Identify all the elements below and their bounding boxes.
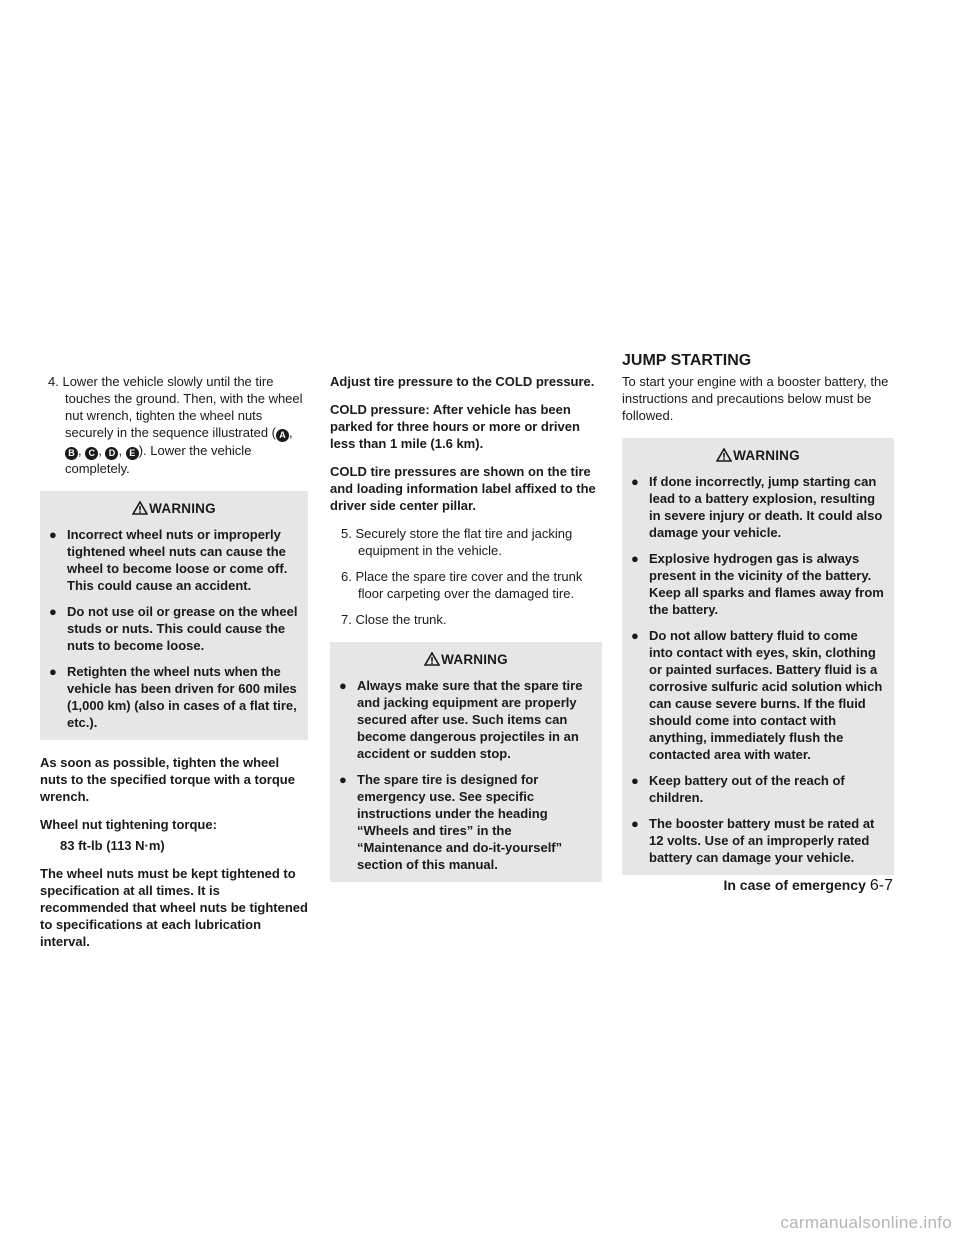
- bullet-icon: ●: [339, 678, 347, 693]
- page-number: 6-7: [869, 877, 893, 894]
- bullet-icon: ●: [49, 664, 57, 679]
- warning-triangle-icon: [132, 501, 148, 515]
- bullet-icon: ●: [631, 551, 639, 566]
- torque-label: Wheel nut tightening torque:: [40, 817, 217, 832]
- warning-box: [40, 491, 308, 740]
- bullet-icon: ●: [49, 527, 57, 542]
- step-text: Lower the vehicle slowly until the tire touches the ground. Then, with the wheel nut wrench, tighten the wheel nuts securely in the sequence illustrated (: [62, 374, 303, 440]
- bullet-icon: ●: [631, 474, 639, 489]
- marker-b: B: [65, 447, 78, 460]
- adjust-heading: Adjust tire pressure to the COLD pressure.: [330, 374, 595, 389]
- step-text-end: ). Lower the vehicle completely.: [65, 443, 252, 476]
- bullet-icon: ●: [631, 773, 639, 788]
- step-text: Close the trunk.: [355, 612, 447, 627]
- warning-item: [631, 772, 885, 806]
- footer-section-title: In case of emergency: [723, 877, 866, 893]
- bullet-icon: ●: [631, 816, 639, 831]
- warning-heading: [49, 500, 299, 517]
- warning-text: If done incorrectly, jump starting can lead to a battery explosion, resulting in severe injury or death. It could also damage your vehicle.: [649, 474, 883, 540]
- marker-d: D: [105, 447, 118, 460]
- step-number: 5.: [341, 526, 352, 541]
- warning-title: WARNING: [733, 448, 800, 463]
- marker-a: A: [276, 429, 289, 442]
- warning-item: [631, 627, 885, 763]
- final-paragraph: The wheel nuts must be kept tightened to specification at all times. It is recommended that wheel nuts be tightened to specifications at each lubrication interval.: [40, 866, 308, 949]
- column-2: [330, 373, 602, 896]
- warning-item: [49, 526, 299, 594]
- step-7: [330, 611, 602, 628]
- marker-e: E: [126, 447, 139, 460]
- warning-heading: [631, 447, 885, 464]
- warning-text: Always make sure that the spare tire and jacking equipment are properly secured after use. Such items can become dangerous projectiles in an accident or sudden stop.: [357, 678, 583, 761]
- column-3: [622, 373, 894, 889]
- warning-text: Do not use oil or grease on the wheel studs or nuts. This could cause the nuts to become loose.: [67, 604, 298, 653]
- warning-triangle-icon: [424, 652, 440, 666]
- warning-item: [49, 663, 299, 731]
- step-number: 6.: [341, 569, 352, 584]
- warning-text: Do not allow battery fluid to come into contact with eyes, skin, clothing or painted surfaces. Battery fluid is a corrosive sulfuric acid solution which can cause severe burns. If the fluid should come into contact with anything, immediately flush the contacted area with water.: [649, 628, 883, 762]
- cold-definition: COLD pressure: After vehicle has been parked for three hours or more or driven less than 1 mile (1.6 km).: [330, 402, 580, 451]
- torque-value: 83 ft-lb (113 N·m): [60, 838, 165, 853]
- watermark: carmanualsonline.info: [780, 1213, 952, 1232]
- step-text: Place the spare tire cover and the trunk floor carpeting over the damaged tire.: [355, 569, 583, 601]
- step-number: 4.: [48, 374, 59, 389]
- step-5: [330, 525, 602, 559]
- bullet-icon: ●: [339, 772, 347, 787]
- step-4: 4. Lower the vehicle slowly until the tire touches the ground. Then, with the wheel nut wrench, tighten the wheel nuts securely in the sequence illustrated ( A , B , C , D , E ). Lower the vehicle completely.: [48, 374, 303, 476]
- warning-triangle-icon: [716, 448, 732, 462]
- warning-heading: [339, 651, 593, 668]
- warning-item: [339, 771, 593, 873]
- warning-box: [622, 438, 894, 875]
- warning-title: WARNING: [441, 652, 508, 667]
- bullet-icon: ●: [631, 628, 639, 643]
- torque-paragraph: As soon as possible, tighten the wheel nuts to the specified torque with a torque wrench.: [40, 755, 295, 804]
- page-footer: [723, 877, 893, 894]
- section-heading: JUMP STARTING: [622, 352, 752, 369]
- warning-text: Incorrect wheel nuts or improperly tightened wheel nuts can cause the wheel to become loose or come off. This could cause an accident.: [67, 527, 288, 593]
- column-1: [40, 373, 308, 961]
- warning-item: [631, 815, 885, 866]
- step-text: Securely store the flat tire and jacking equipment in the vehicle.: [355, 526, 573, 558]
- step-number: 7.: [341, 612, 352, 627]
- intro-paragraph: To start your engine with a booster battery, the instructions and precautions below must be followed.: [622, 374, 889, 423]
- warning-item: [49, 603, 299, 654]
- bullet-icon: ●: [49, 604, 57, 619]
- warning-text: Explosive hydrogen gas is always present in the vicinity of the battery. Keep all sparks and flames away from the battery.: [649, 551, 884, 617]
- warning-text: The spare tire is designed for emergency use. See specific instructions under the heading “Wheels and tires” in the “Maintenance and do-it-yourself” section of this manual.: [357, 772, 563, 872]
- cold-label-note: COLD tire pressures are shown on the tire and loading information label affixed to the driver side center pillar.: [330, 464, 596, 513]
- warning-box: [330, 642, 602, 882]
- warning-title: WARNING: [149, 501, 216, 516]
- warning-item: [339, 677, 593, 762]
- warning-text: The booster battery must be rated at 12 volts. Use of an improperly rated battery can damage your vehicle.: [649, 816, 875, 865]
- warning-text: Keep battery out of the reach of children.: [649, 773, 845, 805]
- warning-item: [631, 473, 885, 541]
- marker-c: C: [85, 447, 98, 460]
- step-6: [330, 568, 602, 602]
- warning-item: [631, 550, 885, 618]
- warning-text: Retighten the wheel nuts when the vehicle has been driven for 600 miles (1,000 km) (also in cases of a flat tire, etc.).: [67, 664, 297, 730]
